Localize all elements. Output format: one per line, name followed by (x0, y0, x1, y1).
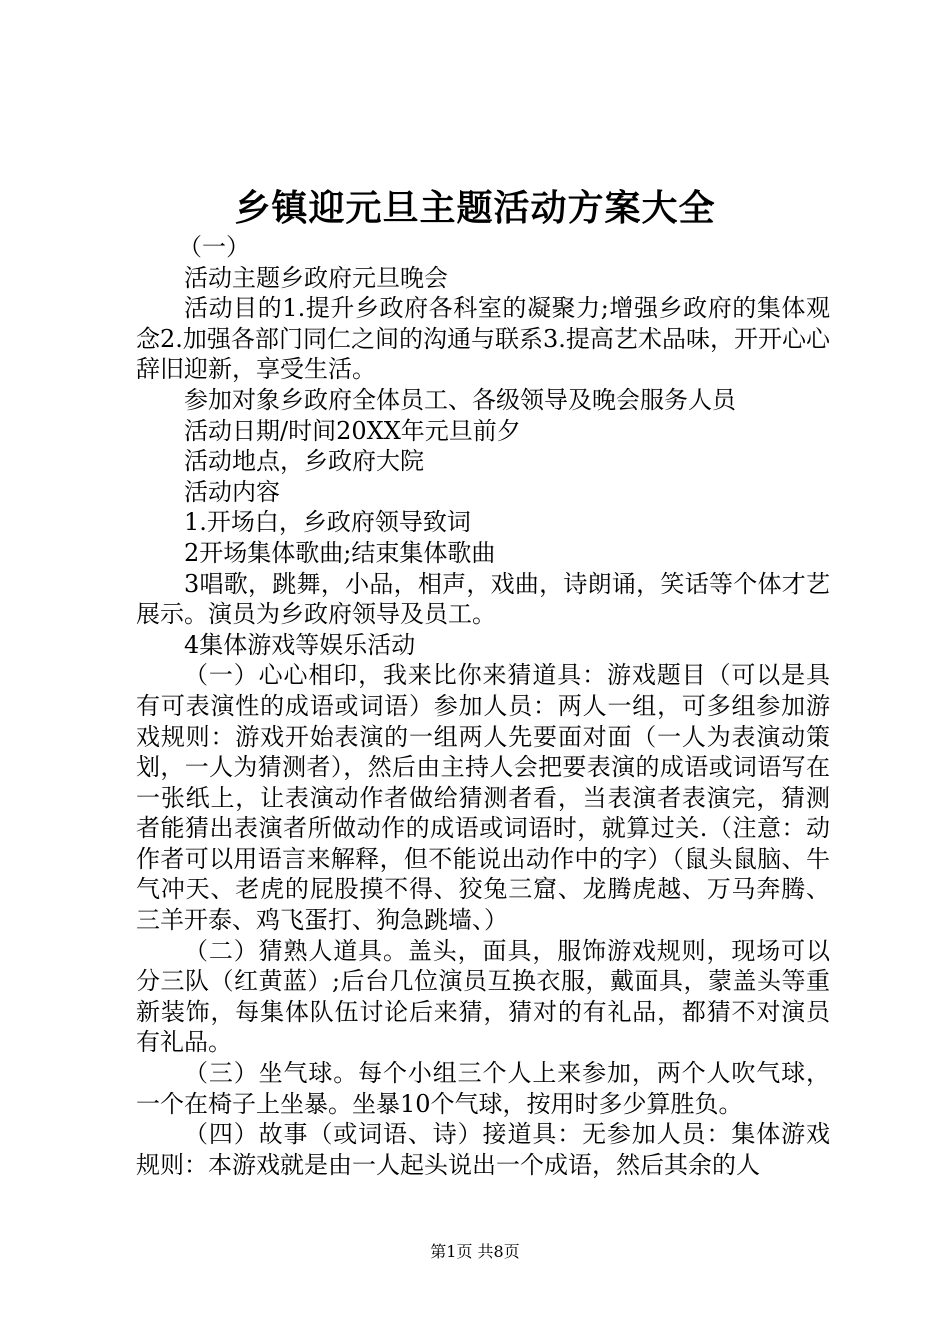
document-body (136, 232, 830, 1180)
paragraph-section-label: （一） (178, 233, 250, 261)
paragraph-game-3: （三）坐气球。每个小组三个人上来参加，两个人吹气球，一个在椅子上坐暴。坐暴10个气球，按用时多少算胜负。 (136, 1059, 830, 1118)
paragraph-item-1: 1.开场白，乡政府领导致词 (184, 508, 471, 537)
paragraph-item-4: 4集体游戏等娱乐活动 (184, 630, 416, 659)
paragraph-theme: 活动主题乡政府元旦晚会 (184, 263, 448, 292)
paragraph-date: 活动日期/时间20XX年元旦前夕 (184, 416, 521, 445)
paragraph-content-heading: 活动内容 (184, 477, 280, 506)
page-footer: 第1页 共8页 (430, 1242, 520, 1261)
paragraph-game-4: （四）故事（或词语、诗）接道具：无参加人员：集体游戏规则：本游戏就是由一人起头说出一个成语，然后其余的人 (136, 1120, 830, 1179)
document-title: 乡镇迎元旦主题活动方案大全 (234, 187, 716, 229)
paragraph-game-2: （二）猜熟人道具。盖头，面具，服饰游戏规则，现场可以分三队（红黄蓝）;后台几位演员互换衣服，戴面具，蒙盖头等重新装饰，每集体队伍讨论后来猜，猜对的有礼品，都猜不对演员有礼品。 (136, 936, 830, 1057)
paragraph-game-1: （一）心心相印，我来比你来猜道具：游戏题目（可以是具有可表演性的成语或词语）参加人员：两人一组，可多组参加游戏规则：游戏开始表演的一组两人先要面对面（一人为表演动策划，一人为猜测者），然后由主持人会把要表演的成语或词语写在一张纸上，让表演动作者做给猜测者看，当表演者表演完，猜测者能猜出表演者所做动作的成语或词语时，就算过关.（注意：动作者可以用语言来解释，但不能说出动作中的字）（鼠头鼠脑、牛气冲天、老虎的屁股摸不得、狡兔三窟、龙腾虎越、万马奔腾、三羊开泰、鸡飞蛋打、狗急跳墙、） (136, 661, 830, 935)
paragraph-purpose: 活动目的1.提升乡政府各科室的凝聚力;增强乡政府的集体观念2.加强各部门同仁之间的沟通与联系3.提高艺术品味，开开心心辞旧迎新，享受生活。 (136, 294, 830, 384)
paragraph-location: 活动地点，乡政府大院 (184, 447, 424, 476)
paragraph-item-3: 3唱歌，跳舞，小品，相声，戏曲，诗朗诵，笑话等个体才艺展示。演员为乡政府领导及员工。 (136, 569, 830, 629)
paragraph-participants: 参加对象乡政府全体员工、各级领导及晚会服务人员 (184, 385, 736, 414)
paragraph-item-2: 2开场集体歌曲;结束集体歌曲 (184, 538, 496, 567)
